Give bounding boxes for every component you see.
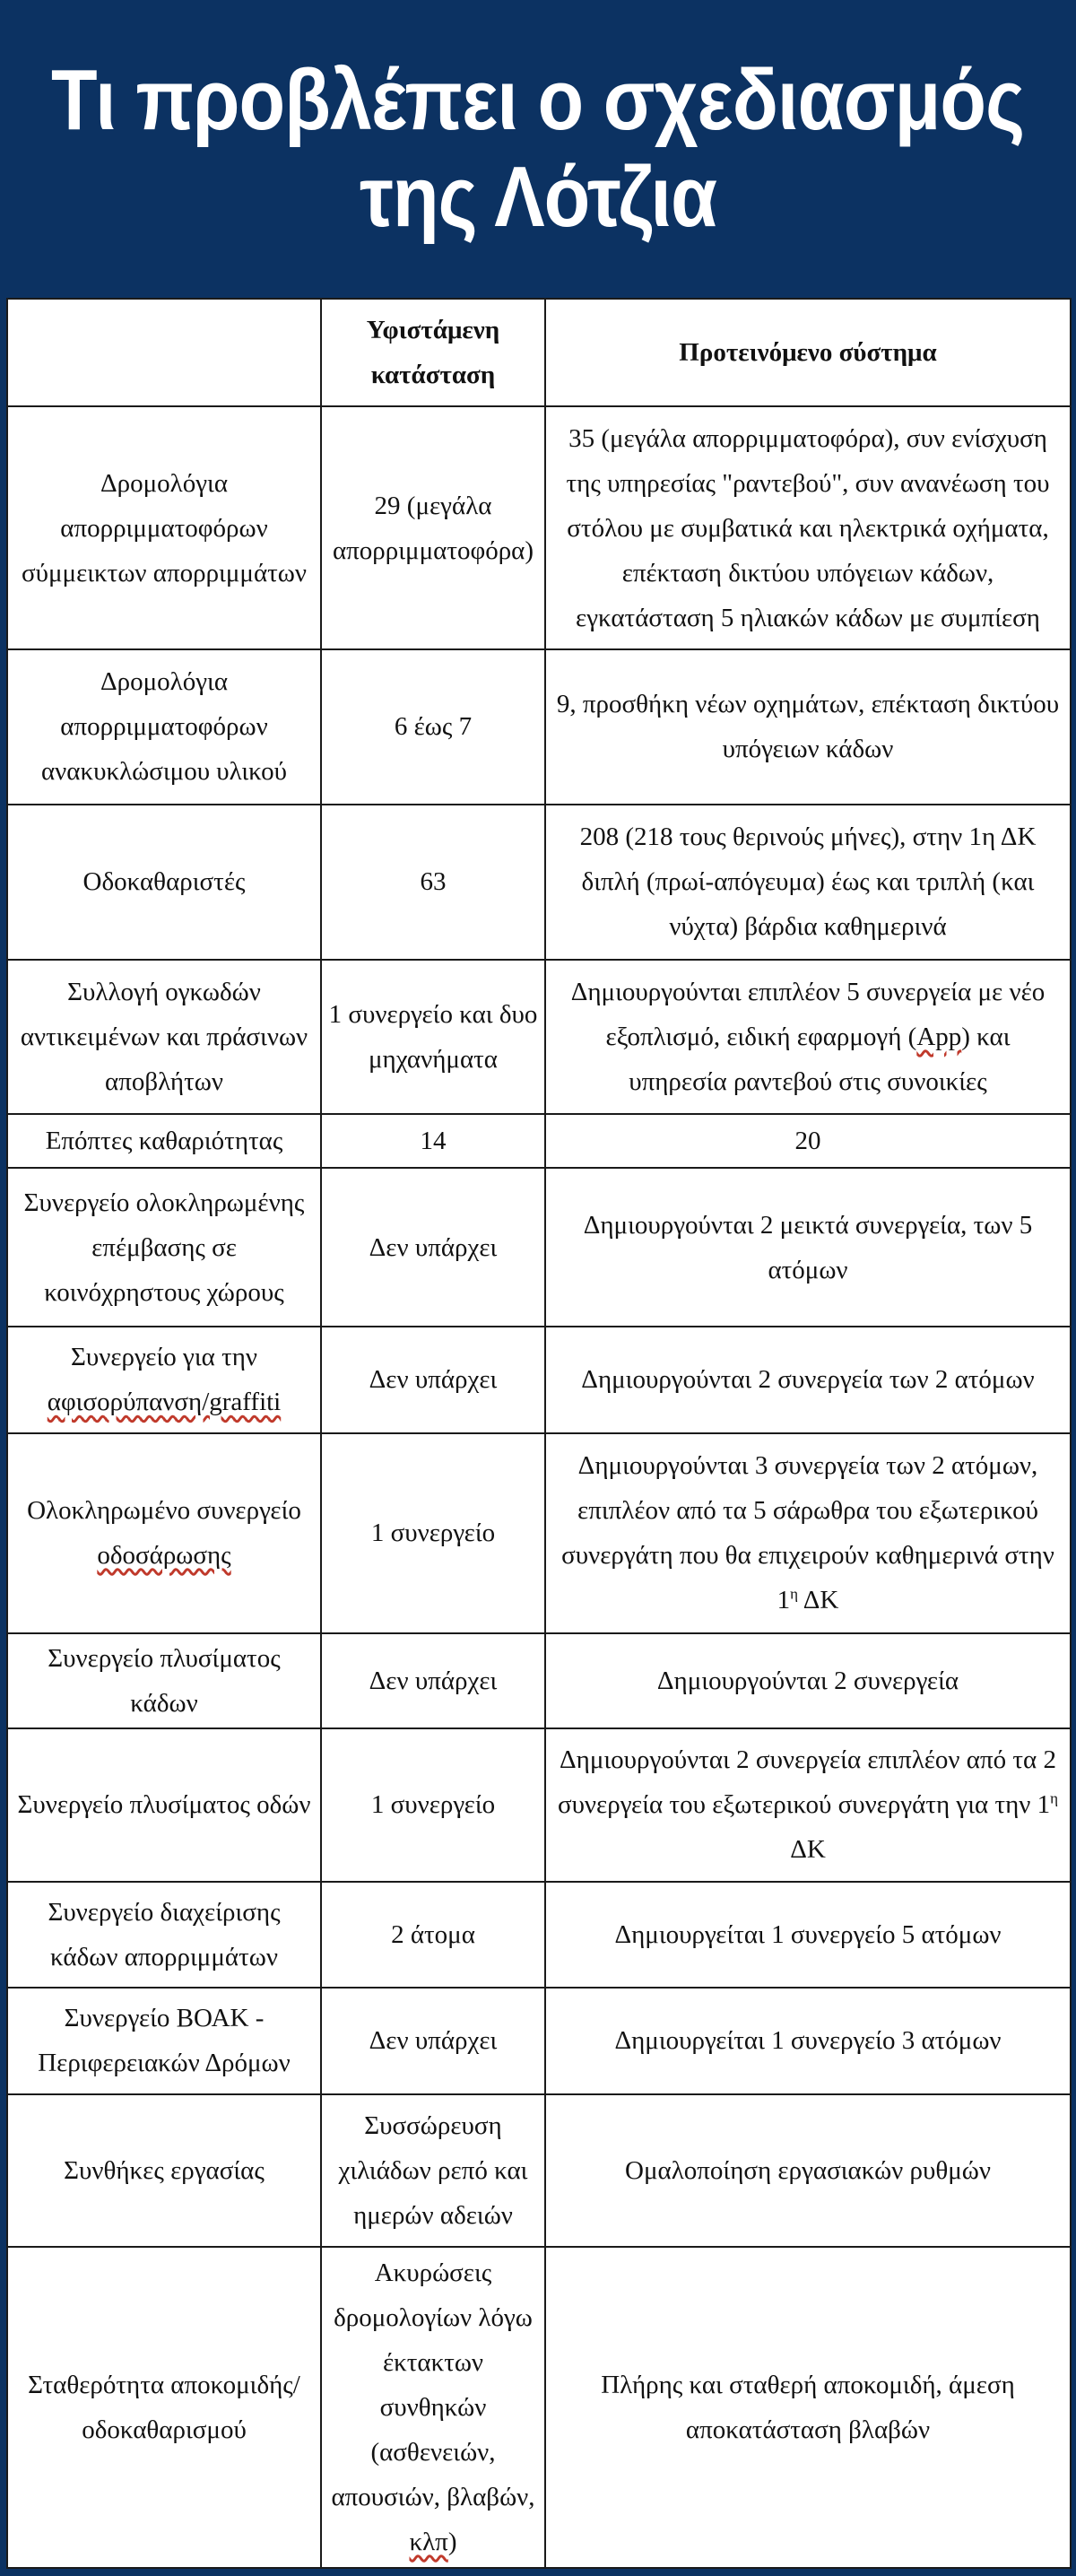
proposed-text-part: Δημιουργούνται 2 συνεργεία επιπλέον από τα 2 συνεργεία του εξωτερικού συνεργάτη για την 1 [557, 1745, 1056, 1820]
row-current: 63 [321, 805, 545, 960]
row-category: Συνεργείο ΒΟΑΚ - Περιφερειακών Δρόμων [7, 1988, 321, 2093]
row-current: 6 έως 7 [321, 649, 545, 805]
table-row [7, 1433, 1071, 1633]
klp-term: κλπ [409, 2528, 448, 2557]
row-category: Συνθήκες εργασίας [7, 2094, 321, 2248]
row-category: Συνεργείο πλυσίματος κάδων [7, 1633, 321, 1728]
table-header-row [7, 299, 1071, 406]
row-current: 29 (μεγάλα απορριμματοφόρα) [321, 406, 545, 649]
row-proposed: Δημιουργείται 1 συνεργείο 5 ατόμων [545, 1882, 1071, 1988]
superscript: η [1050, 1789, 1059, 1807]
comparison-table [6, 298, 1072, 2569]
row-category: Σταθερότητα αποκομιδής/οδοκαθαρισμού [7, 2247, 321, 2568]
app-term: App [916, 1022, 962, 1051]
proposed-text-part: Δημιουργούνται 3 συνεργεία των 2 ατόμων, επιπλέον από τα 5 σάρωθρα του εξωτερικού συνεργάτη που θα επιχειρούν καθημερινά στην 1 [561, 1451, 1054, 1615]
table-row [7, 2247, 1071, 2568]
row-proposed: Δημιουργούνται 2 συνεργεία [545, 1633, 1071, 1728]
table-row [7, 2094, 1071, 2248]
current-text-part: Ακυρώσεις δρομολογίων λόγω έκτακτων συνθηκών (ασθενειών, απουσιών, βλαβών, [331, 2258, 535, 2512]
row-category: Δρομολόγια απορριμματοφόρων σύμμεικτων απορριμμάτων [7, 406, 321, 649]
table-row [7, 1988, 1071, 2093]
table-row [7, 1633, 1071, 1728]
table-row [7, 406, 1071, 649]
row-current: 1 συνεργείο [321, 1728, 545, 1882]
proposed-text-part: ΔΚ [798, 1586, 839, 1615]
row-category [7, 1327, 321, 1432]
row-category: Οδοκαθαριστές [7, 805, 321, 960]
row-proposed [545, 1433, 1071, 1633]
row-category: Συνεργείο ολοκληρωμένης επέμβασης σε κοινόχρηστους χώρους [7, 1168, 321, 1327]
graffiti-term: αφισορύπανση/graffiti [47, 1388, 282, 1417]
row-proposed: 20 [545, 1114, 1071, 1168]
row-current: Δεν υπάρχει [321, 1168, 545, 1327]
row-current: 2 άτομα [321, 1882, 545, 1988]
row-current: 1 συνεργείο [321, 1433, 545, 1633]
row-category [7, 1433, 321, 1633]
row-proposed: Δημιουργούνται 2 συνεργεία των 2 ατόμων [545, 1327, 1071, 1432]
row-proposed: Δημιουργούνται 2 μεικτά συνεργεία, των 5 ατόμων [545, 1168, 1071, 1327]
row-current: 1 συνεργείο και δυο μηχανήματα [321, 960, 545, 1115]
row-current: Δεν υπάρχει [321, 1988, 545, 2093]
title-line-1: Τι προβλέπει ο σχεδιασμός [51, 52, 1025, 148]
row-proposed [545, 1728, 1071, 1882]
title-line-2: της Λότζια [359, 149, 717, 245]
row-category: Συλλογή ογκωδών αντικειμένων και πράσινων αποβλήτων [7, 960, 321, 1115]
table-row [7, 805, 1071, 960]
category-text-part: Συνεργείο για την [70, 1343, 258, 1372]
row-current [321, 2247, 545, 2568]
header-proposed-system: Προτεινόμενο σύστημα [545, 299, 1071, 406]
table-row [7, 1882, 1071, 1988]
row-proposed: 35 (μεγάλα απορριμματοφόρα), συν ενίσχυση της υπηρεσίας "ραντεβού", συν ανανέωση του στόλου με συμβατικά και ηλεκτρικά οχήματα, επέκταση δικτύου υπόγειων κάδων, εγκατάσταση 5 ηλιακών κάδων με συμπίεση [545, 406, 1071, 649]
header-empty [7, 299, 321, 406]
row-category: Δρομολόγια απορριμματοφόρων ανακυκλώσιμου υλικού [7, 649, 321, 805]
table-row [7, 960, 1071, 1115]
row-proposed: Δημιουργείται 1 συνεργείο 3 ατόμων [545, 1988, 1071, 2093]
row-current: 14 [321, 1114, 545, 1168]
table-row [7, 1114, 1071, 1168]
row-current: Δεν υπάρχει [321, 1327, 545, 1432]
header-current-state: Υφιστάμενη κατάσταση [321, 299, 545, 406]
row-proposed: Πλήρης και σταθερή αποκομιδή, άμεση αποκατάσταση βλαβών [545, 2247, 1071, 2568]
row-proposed: 9, προσθήκη νέων οχημάτων, επέκταση δικτύου υπόγειων κάδων [545, 649, 1071, 805]
row-proposed: 208 (218 τους θερινούς μήνες), στην 1η ΔΚ διπλή (πρωί-απόγευμα) έως και τριπλή (και νύχτα) βάρδια καθημερινά [545, 805, 1071, 960]
row-current: Δεν υπάρχει [321, 1633, 545, 1728]
proposed-text-part: ΔΚ [790, 1835, 826, 1865]
row-category: Συνεργείο διαχείρισης κάδων απορριμμάτων [7, 1882, 321, 1988]
table-row [7, 649, 1071, 805]
title-banner [0, 0, 1076, 298]
table-row [7, 1728, 1071, 1882]
sweeping-term: οδοσάρωσης [97, 1541, 231, 1571]
category-text-part: Ολοκληρωμένο συνεργείο [27, 1496, 301, 1526]
row-current: Συσσώρευση χιλιάδων ρεπό και ημερών αδειών [321, 2094, 545, 2248]
current-text-part: ) [447, 2528, 457, 2557]
comparison-table-container [6, 298, 1070, 2569]
table-row [7, 1327, 1071, 1432]
row-proposed: Ομαλοποίηση εργασιακών ρυθμών [545, 2094, 1071, 2248]
table-row [7, 1168, 1071, 1327]
row-proposed [545, 960, 1071, 1115]
row-category: Συνεργείο πλυσίματος οδών [7, 1728, 321, 1882]
superscript: η [790, 1585, 799, 1603]
row-category: Επόπτες καθαριότητας [7, 1114, 321, 1168]
proposed-text-part: ) και υπηρεσία ραντεβού στις συνοικίες [629, 1022, 1011, 1096]
proposed-text-part: Δημιουργούνται επιπλέον 5 συνεργεία με νέο εξοπλισμό, ειδική εφαρμογή ( [570, 977, 1046, 1051]
